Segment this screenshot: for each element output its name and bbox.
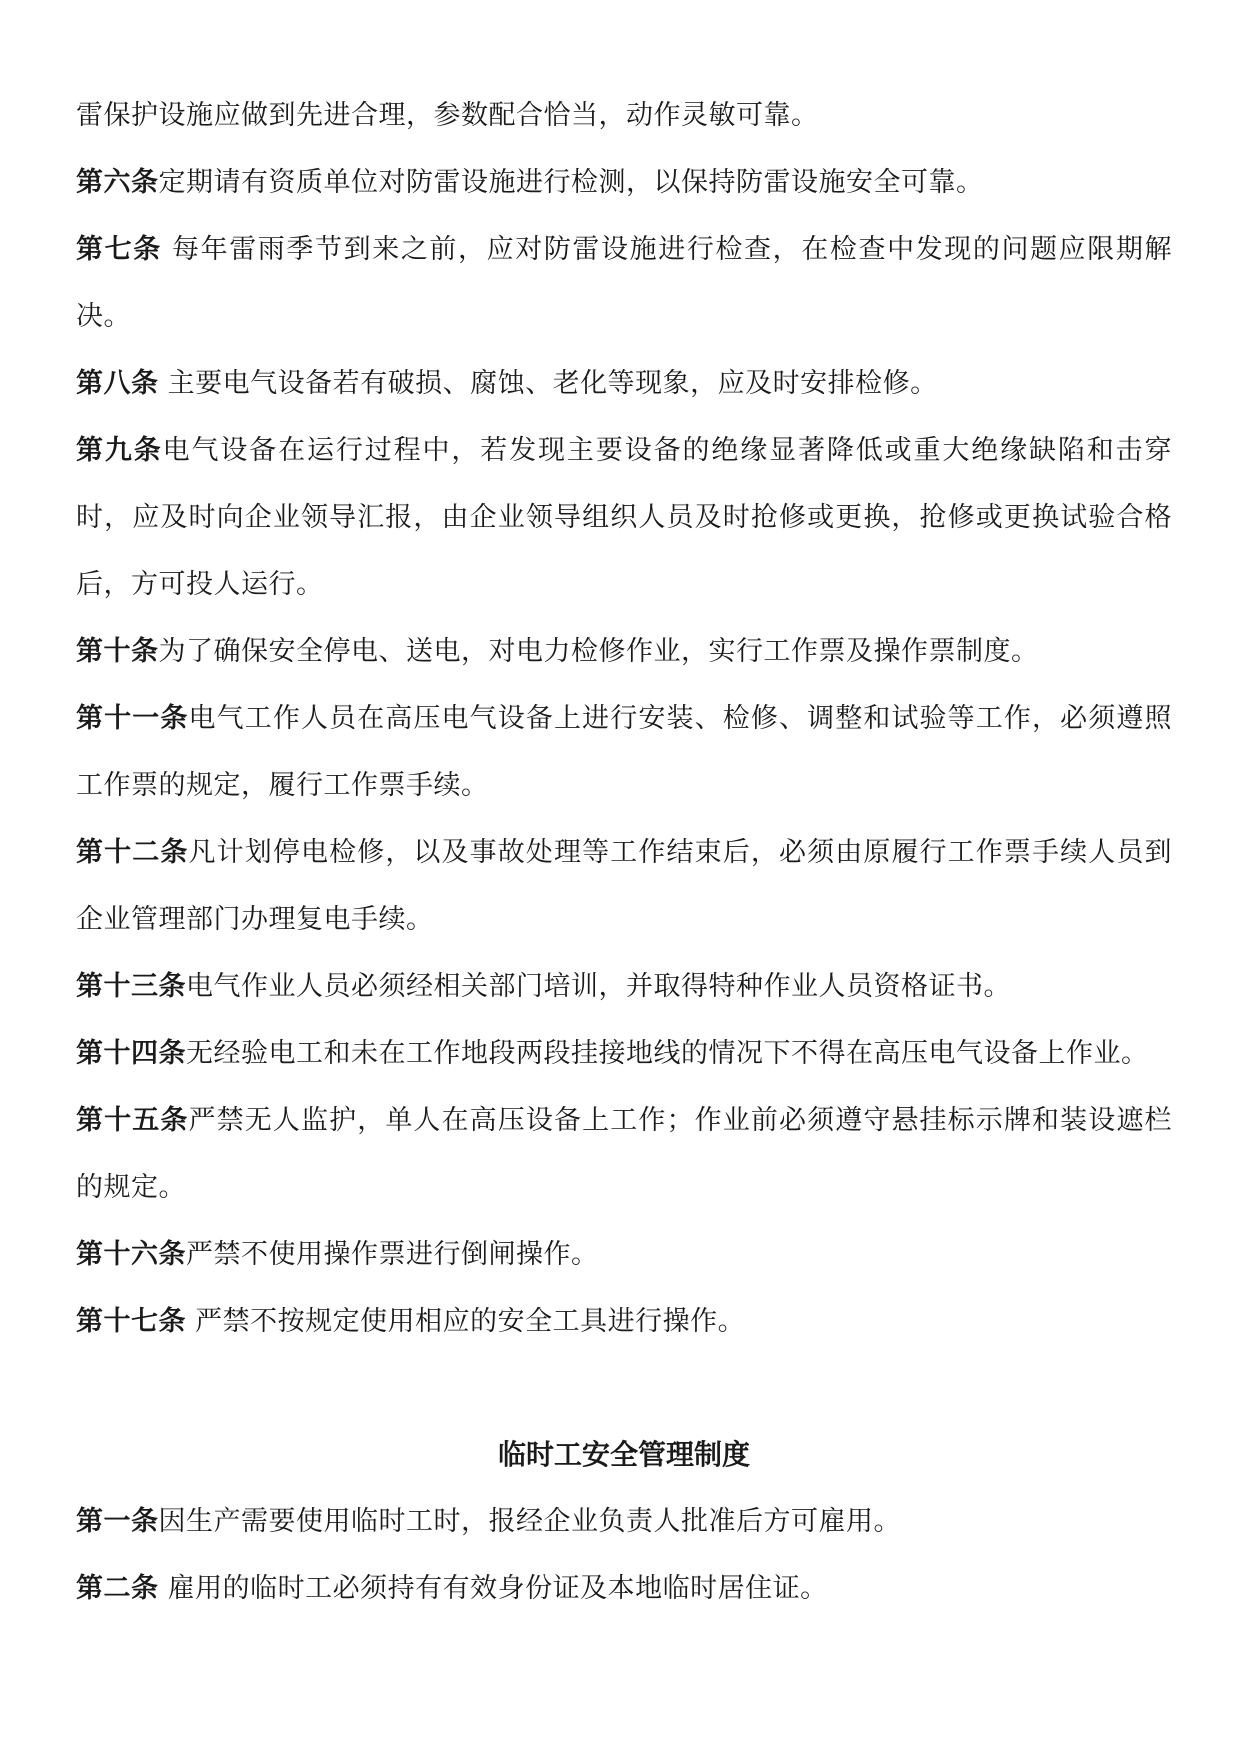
article-label: 第九条	[76, 435, 163, 466]
article-label: 第六条	[76, 167, 159, 198]
document-page	[76, 82, 1172, 1622]
article-label: 第二条	[76, 1573, 159, 1604]
article-text: 电气设备在运行过程中，若发现主要设备的绝缘显著降低或重大绝缘缺陷和击穿时，应及时向企业领导汇报，由企业领导组织人员及时抢修或更换，抢修或更换试验合格后，方可投人运行。	[76, 435, 1173, 600]
article-13	[76, 953, 1172, 1020]
article-text: 电气作业人员必须经相关部门培训，并取得特种作业人员资格证书。	[186, 971, 1011, 1002]
lead-paragraph: 雷保护设施应做到先进合理，参数配合恰当，动作灵敏可靠。	[76, 100, 819, 131]
article-label: 第七条	[76, 234, 162, 265]
article-text: 每年雷雨季节到来之前，应对防雷设施进行检查，在检查中发现的问题应限期解决。	[76, 234, 1172, 332]
section-title: 临时工安全管理制度	[497, 1438, 750, 1471]
article-15	[76, 1087, 1172, 1221]
article-text: 无经验电工和未在工作地段两段挂接地线的情况下不得在高压电气设备上作业。	[186, 1038, 1149, 1069]
article-9	[76, 417, 1172, 618]
article-text: 主要电气设备若有破损、腐蚀、老化等现象，应及时安排检修。	[158, 368, 938, 399]
article-label: 第十三条	[76, 971, 186, 1002]
article-text: 雇用的临时工必须持有有效身份证及本地临时居住证。	[158, 1573, 828, 1604]
article-text: 定期请有资质单位对防雷设施进行检测，以保持防雷设施安全可靠。	[158, 167, 984, 198]
article-6	[76, 149, 1172, 216]
article-16	[76, 1221, 1172, 1288]
article-8	[76, 350, 1172, 417]
article-label: 第十二条	[76, 837, 189, 868]
section-article-1	[76, 1488, 1172, 1555]
article-label: 第十六条	[76, 1239, 186, 1270]
article-label: 第十条	[76, 636, 159, 667]
article-label: 第一条	[76, 1506, 159, 1537]
article-11	[76, 685, 1172, 819]
article-7	[76, 216, 1172, 350]
article-14	[76, 1020, 1172, 1087]
article-text: 严禁不使用操作票进行倒闸操作。	[186, 1239, 599, 1270]
article-12	[76, 819, 1172, 953]
article-text: 严禁不按规定使用相应的安全工具进行操作。	[186, 1306, 746, 1337]
article-label: 第十七条	[76, 1306, 186, 1337]
article-10	[76, 618, 1172, 685]
article-text: 严禁无人监护，单人在高压设备上工作；作业前必须遵守悬挂标示牌和装设遮栏的规定。	[76, 1105, 1173, 1203]
article-label: 第十五条	[76, 1105, 189, 1136]
article-17	[76, 1288, 1172, 1355]
article-label: 第十四条	[76, 1038, 186, 1069]
article-text: 为了确保安全停电、送电，对电力检修作业，实行工作票及操作票制度。	[158, 636, 1039, 667]
article-text: 凡计划停电检修，以及事故处理等工作结束后，必须由原履行工作票手续人员到企业管理部门办理复电手续。	[76, 837, 1173, 935]
section-article-2	[76, 1555, 1172, 1622]
article-label: 第八条	[76, 368, 159, 399]
article-text: 电气工作人员在高压电气设备上进行安装、检修、调整和试验等工作，必须遵照工作票的规定，履行工作票手续。	[76, 703, 1173, 801]
article-text: 因生产需要使用临时工时，报经企业负责人批准后方可雇用。	[158, 1506, 901, 1537]
article-label: 第十一条	[76, 703, 189, 734]
